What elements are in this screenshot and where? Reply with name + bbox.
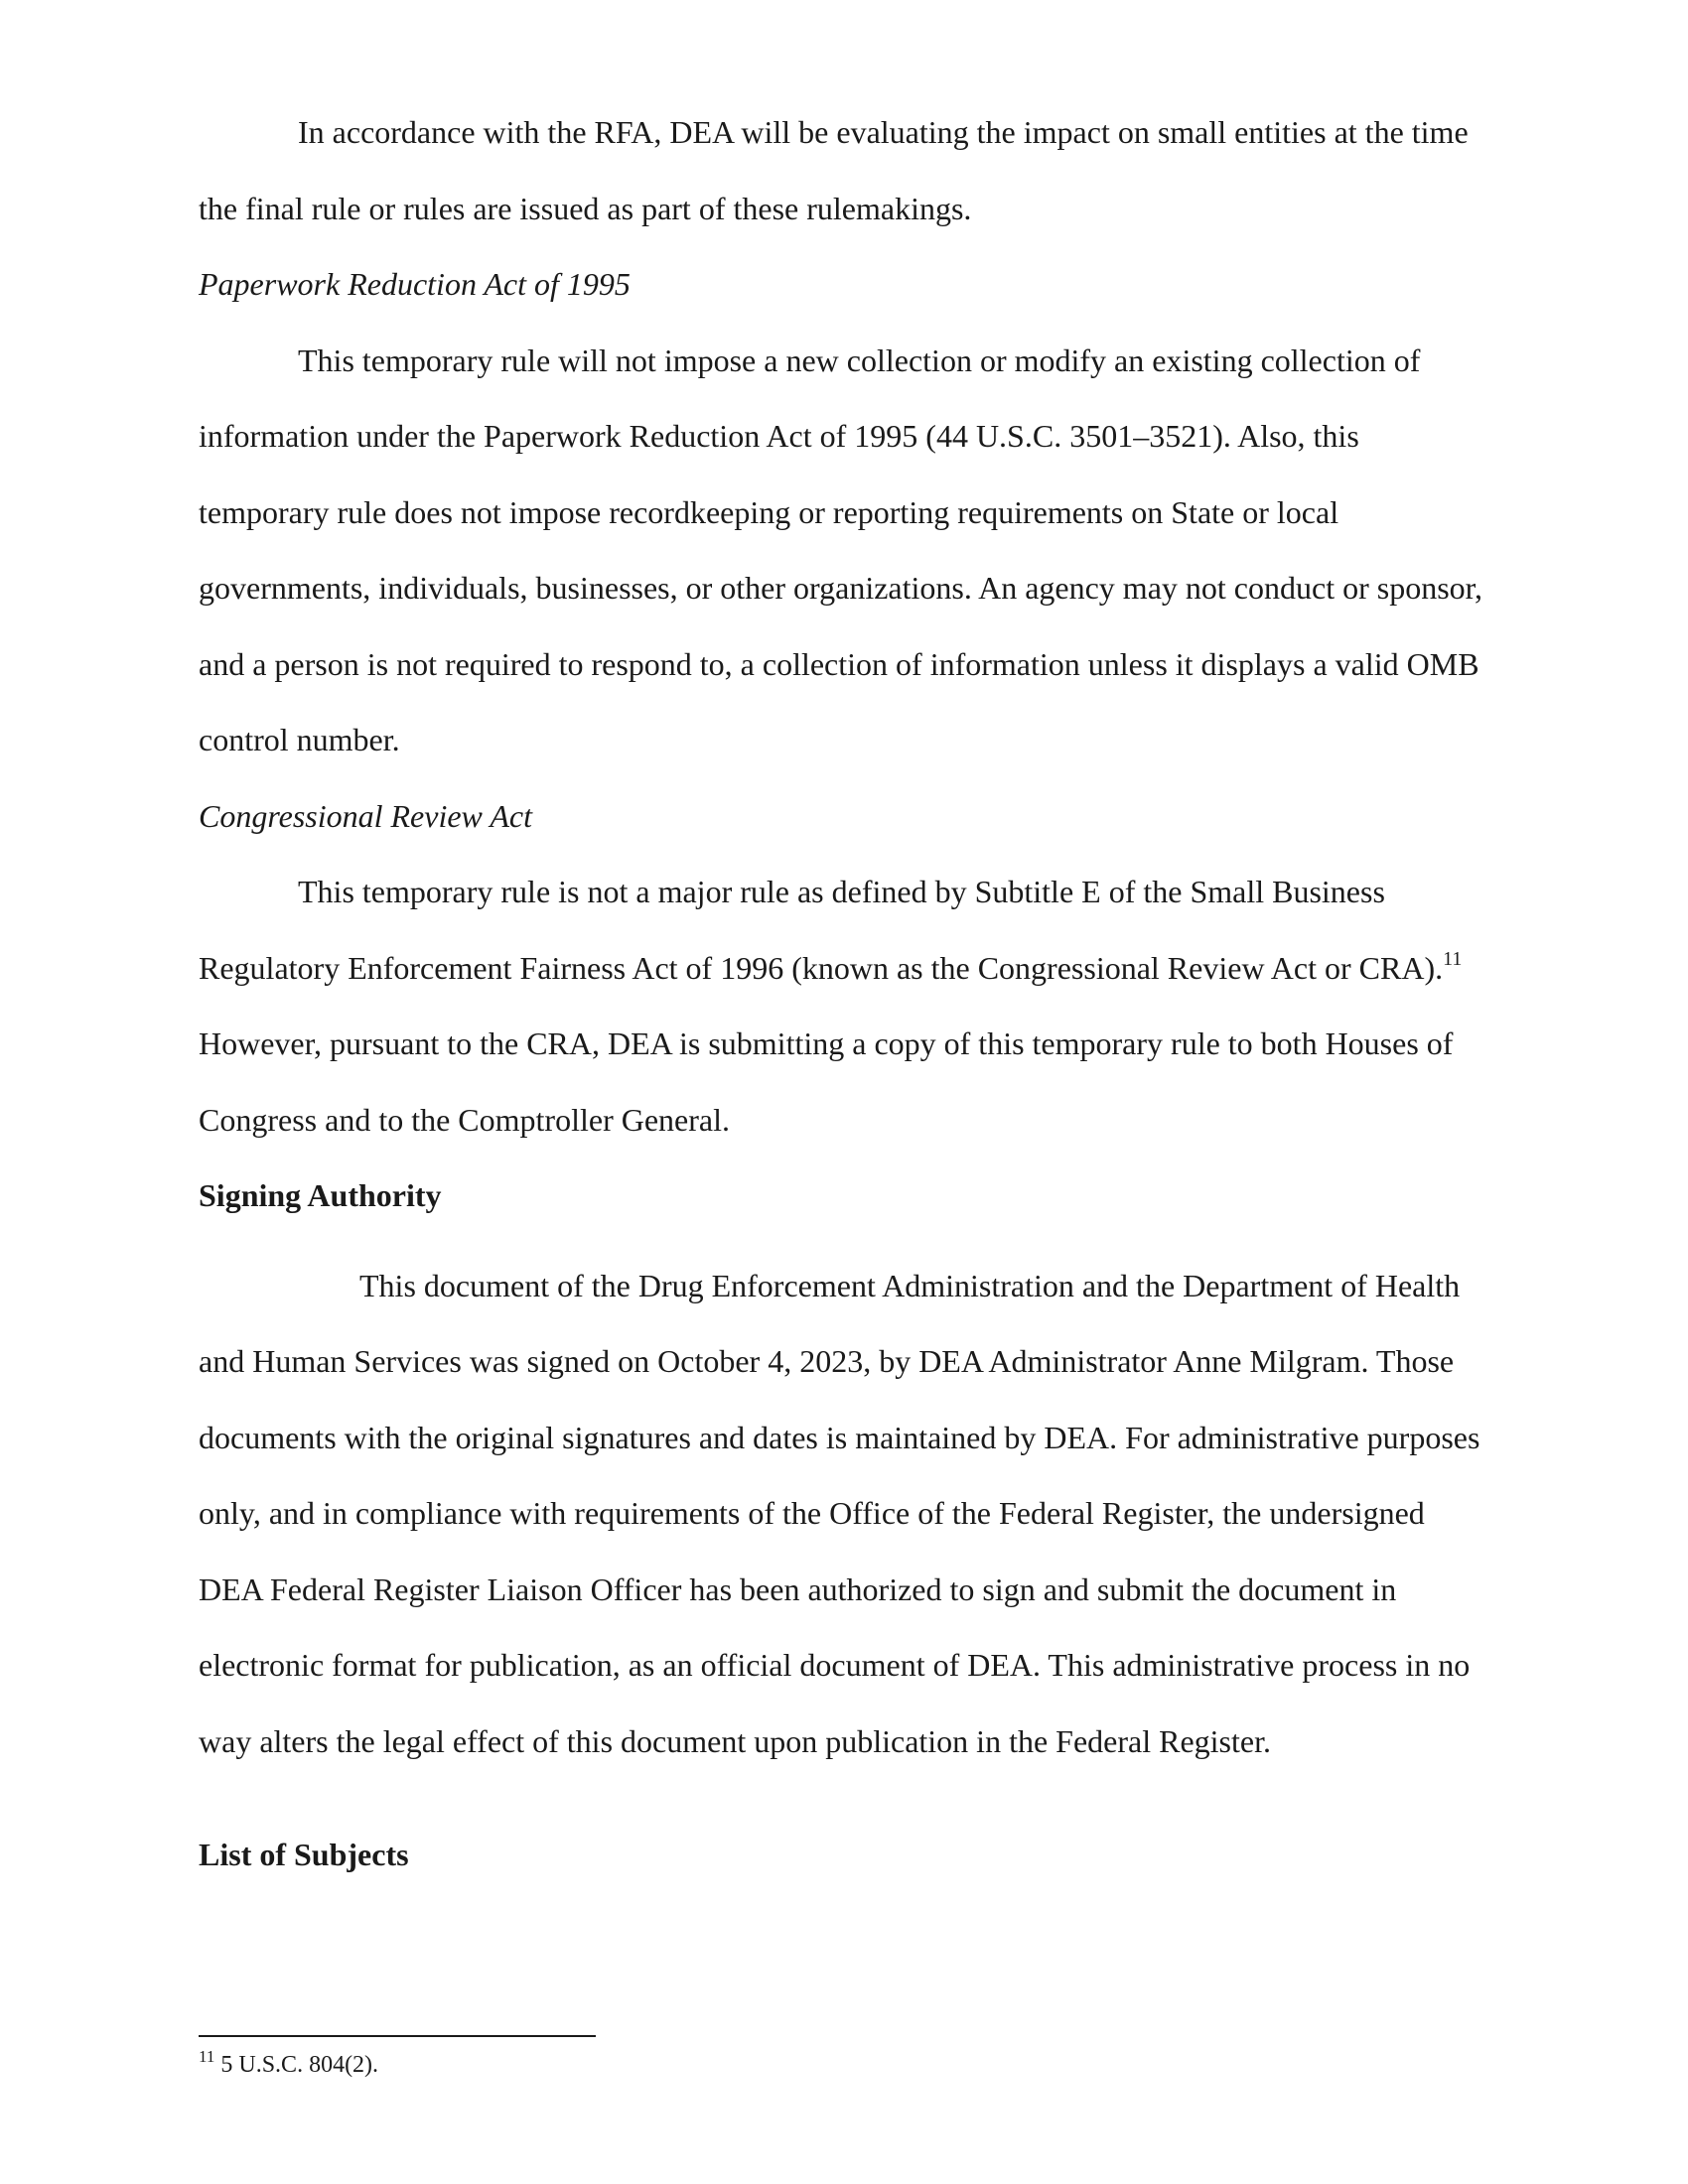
- footnote-reference: 11: [1443, 947, 1463, 970]
- congressional-review-paragraph: [199, 854, 1484, 1158]
- signing-authority-paragraph: This document of the Drug Enforcement Administration and the Department of Health and Human Services was signed on October 4, 2023, by DEA Administrator Anne Milgram. Those documents with the original signatures and dates is maintained by DEA. For administrative purposes only, and in compliance with requirements of the Office of the Federal Register, the undersigned DEA Federal Register Liaison Officer has been authorized to sign and submit the document in electronic format for publication, as an official document of DEA. This administrative process in no way alters the legal effect of this document upon publication in the Federal Register.: [199, 1267, 1480, 1759]
- signing-authority-heading: Signing Authority: [199, 1177, 442, 1213]
- footnote-separator: [199, 2035, 596, 2037]
- footnote-number: 11: [199, 2047, 215, 2066]
- list-of-subjects-heading: List of Subjects: [199, 1837, 409, 1872]
- rfa-paragraph: In accordance with the RFA, DEA will be evaluating the impact on small entities at the time the final rule or rules are issued as part of these rulemakings.: [199, 114, 1469, 226]
- paperwork-reduction-paragraph: This temporary rule will not impose a new collection or modify an existing collection of information under the Paperwork Reduction Act of 1995 (44 U.S.C. 3501–3521). Also, this temporary rule does not impose recordkeeping or reporting requirements on State or local governments, individuals, businesses, or other organizations. An agency may not conduct or sponsor, and a person is not required to respond to, a collection of information unless it displays a valid OMB control number.: [199, 341, 1483, 757]
- congressional-review-heading: Congressional Review Act: [199, 797, 532, 834]
- footnote: [199, 2047, 379, 2080]
- cra-text-before-note: This temporary rule is not a major rule as defined by Subtitle E of the Small Business Regulatory Enforcement Fairness Act of 1996 (known as the Congressional Review Act or CRA).: [199, 874, 1444, 986]
- footnote-text: 5 U.S.C. 804(2).: [214, 2052, 379, 2078]
- paperwork-reduction-heading: Paperwork Reduction Act of 1995: [199, 266, 631, 302]
- cra-text-after-note: However, pursuant to the CRA, DEA is submitting a copy of this temporary rule to both Houses of Congress and to the Comptroller General.: [199, 949, 1478, 1138]
- document-page: [199, 94, 1484, 1893]
